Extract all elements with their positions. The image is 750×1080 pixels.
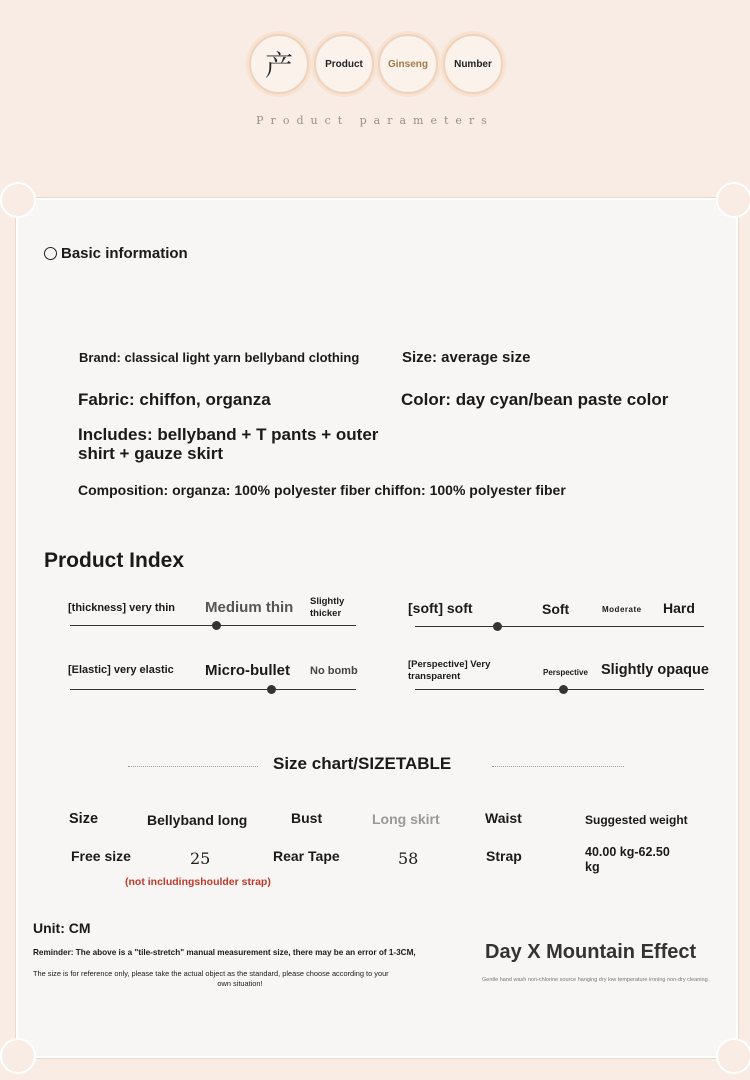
perspective-mid: Perspective (543, 668, 588, 677)
perspective-label-line1: [Perspective] Very (408, 659, 491, 670)
header-bellyband-long: Bellyband long (147, 812, 248, 828)
softness-marker (493, 622, 502, 631)
softness-moderate: Moderate (602, 605, 642, 614)
cell-strap: Strap (486, 848, 522, 864)
cell-rear-tape: Rear Tape (273, 848, 340, 864)
strap-note: (not includingshoulder strap) (125, 876, 271, 888)
header-waist: Waist (485, 810, 522, 826)
size-text: Size: average size (402, 349, 531, 366)
perspective-end: Slightly opaque (601, 662, 709, 678)
thickness-end-line1: Slightly (310, 596, 345, 607)
card-corner-top-left (0, 182, 36, 218)
thickness-end-line2: thicker (310, 608, 342, 619)
card-corner-top-right (716, 182, 750, 218)
thickness-label: [thickness] very thin (68, 602, 175, 614)
elastic-marker (267, 685, 276, 694)
elastic-label: [Elastic] very elastic (68, 664, 174, 676)
softness-mid: Soft (542, 601, 570, 617)
cell-weight-line1: 40.00 kg-62.50 (585, 845, 670, 859)
header-suggested-weight: Suggested weight (585, 813, 688, 827)
basic-info-heading: Basic information (61, 245, 188, 262)
effect-title: Day X Mountain Effect (485, 941, 697, 963)
reference-line-2: own situation! (217, 979, 263, 988)
brand-text: Brand: classical light yarn bellyband clothing (79, 350, 360, 365)
size-chart-divider-right (492, 766, 624, 767)
cell-bellyband-length: 25 (190, 849, 211, 868)
fabric-text: Fabric: chiffon, organza (78, 390, 271, 409)
cell-long-skirt-length: 58 (398, 849, 419, 868)
card-corner-bottom-right (716, 1038, 750, 1074)
perspective-marker (559, 685, 568, 694)
reference-line-1: The size is for reference only, please take the actual object as the standard, please choose according to your (33, 969, 389, 978)
header-bust: Bust (291, 810, 323, 826)
color-text: Color: day cyan/bean paste color (401, 390, 669, 409)
elastic-end: No bomb (310, 665, 358, 677)
badge-production-glyph: 产 (249, 34, 309, 94)
elastic-scale-line (70, 689, 356, 690)
includes-line-1: Includes: bellyband + T pants + outer (78, 425, 379, 444)
unit-label: Unit: CM (33, 920, 91, 936)
care-instructions: Gentle hand wash non-chlorine source hanging dry low temperature ironing non-dry cleaning (482, 977, 708, 983)
includes-line-2: shirt + gauze skirt (78, 444, 224, 463)
card-corner-bottom-left (0, 1038, 36, 1074)
reminder-text: Reminder: The above is a "tile-stretch" manual measurement size, there may be an error of 1-3CM, (33, 948, 416, 957)
badge-product: Product (314, 34, 374, 94)
softness-scale-line (415, 626, 704, 627)
size-chart-heading: Size chart/SIZETABLE (273, 754, 452, 773)
cell-weight-line2: kg (585, 860, 600, 874)
badge-ginseng: Ginseng (378, 34, 438, 94)
softness-end: Hard (663, 600, 695, 616)
perspective-label-line2: transparent (408, 671, 461, 682)
composition-text: Composition: organza: 100% polyester fiber chiffon: 100% polyester fiber (78, 482, 566, 498)
header-size: Size (69, 811, 99, 827)
cell-free-size: Free size (71, 848, 131, 864)
thickness-marker (212, 621, 221, 630)
elastic-mid: Micro-bullet (205, 662, 290, 679)
softness-label: [soft] soft (408, 600, 473, 616)
parameters-card (16, 198, 738, 1058)
badge-number: Number (443, 34, 503, 94)
circle-bullet-icon (44, 247, 57, 260)
header-long-skirt: Long skirt (372, 811, 440, 827)
thickness-mid: Medium thin (205, 599, 294, 616)
product-parameters-subtitle: Product parameters (256, 114, 494, 127)
size-chart-divider-left (128, 766, 258, 767)
product-index-heading: Product Index (44, 549, 185, 572)
